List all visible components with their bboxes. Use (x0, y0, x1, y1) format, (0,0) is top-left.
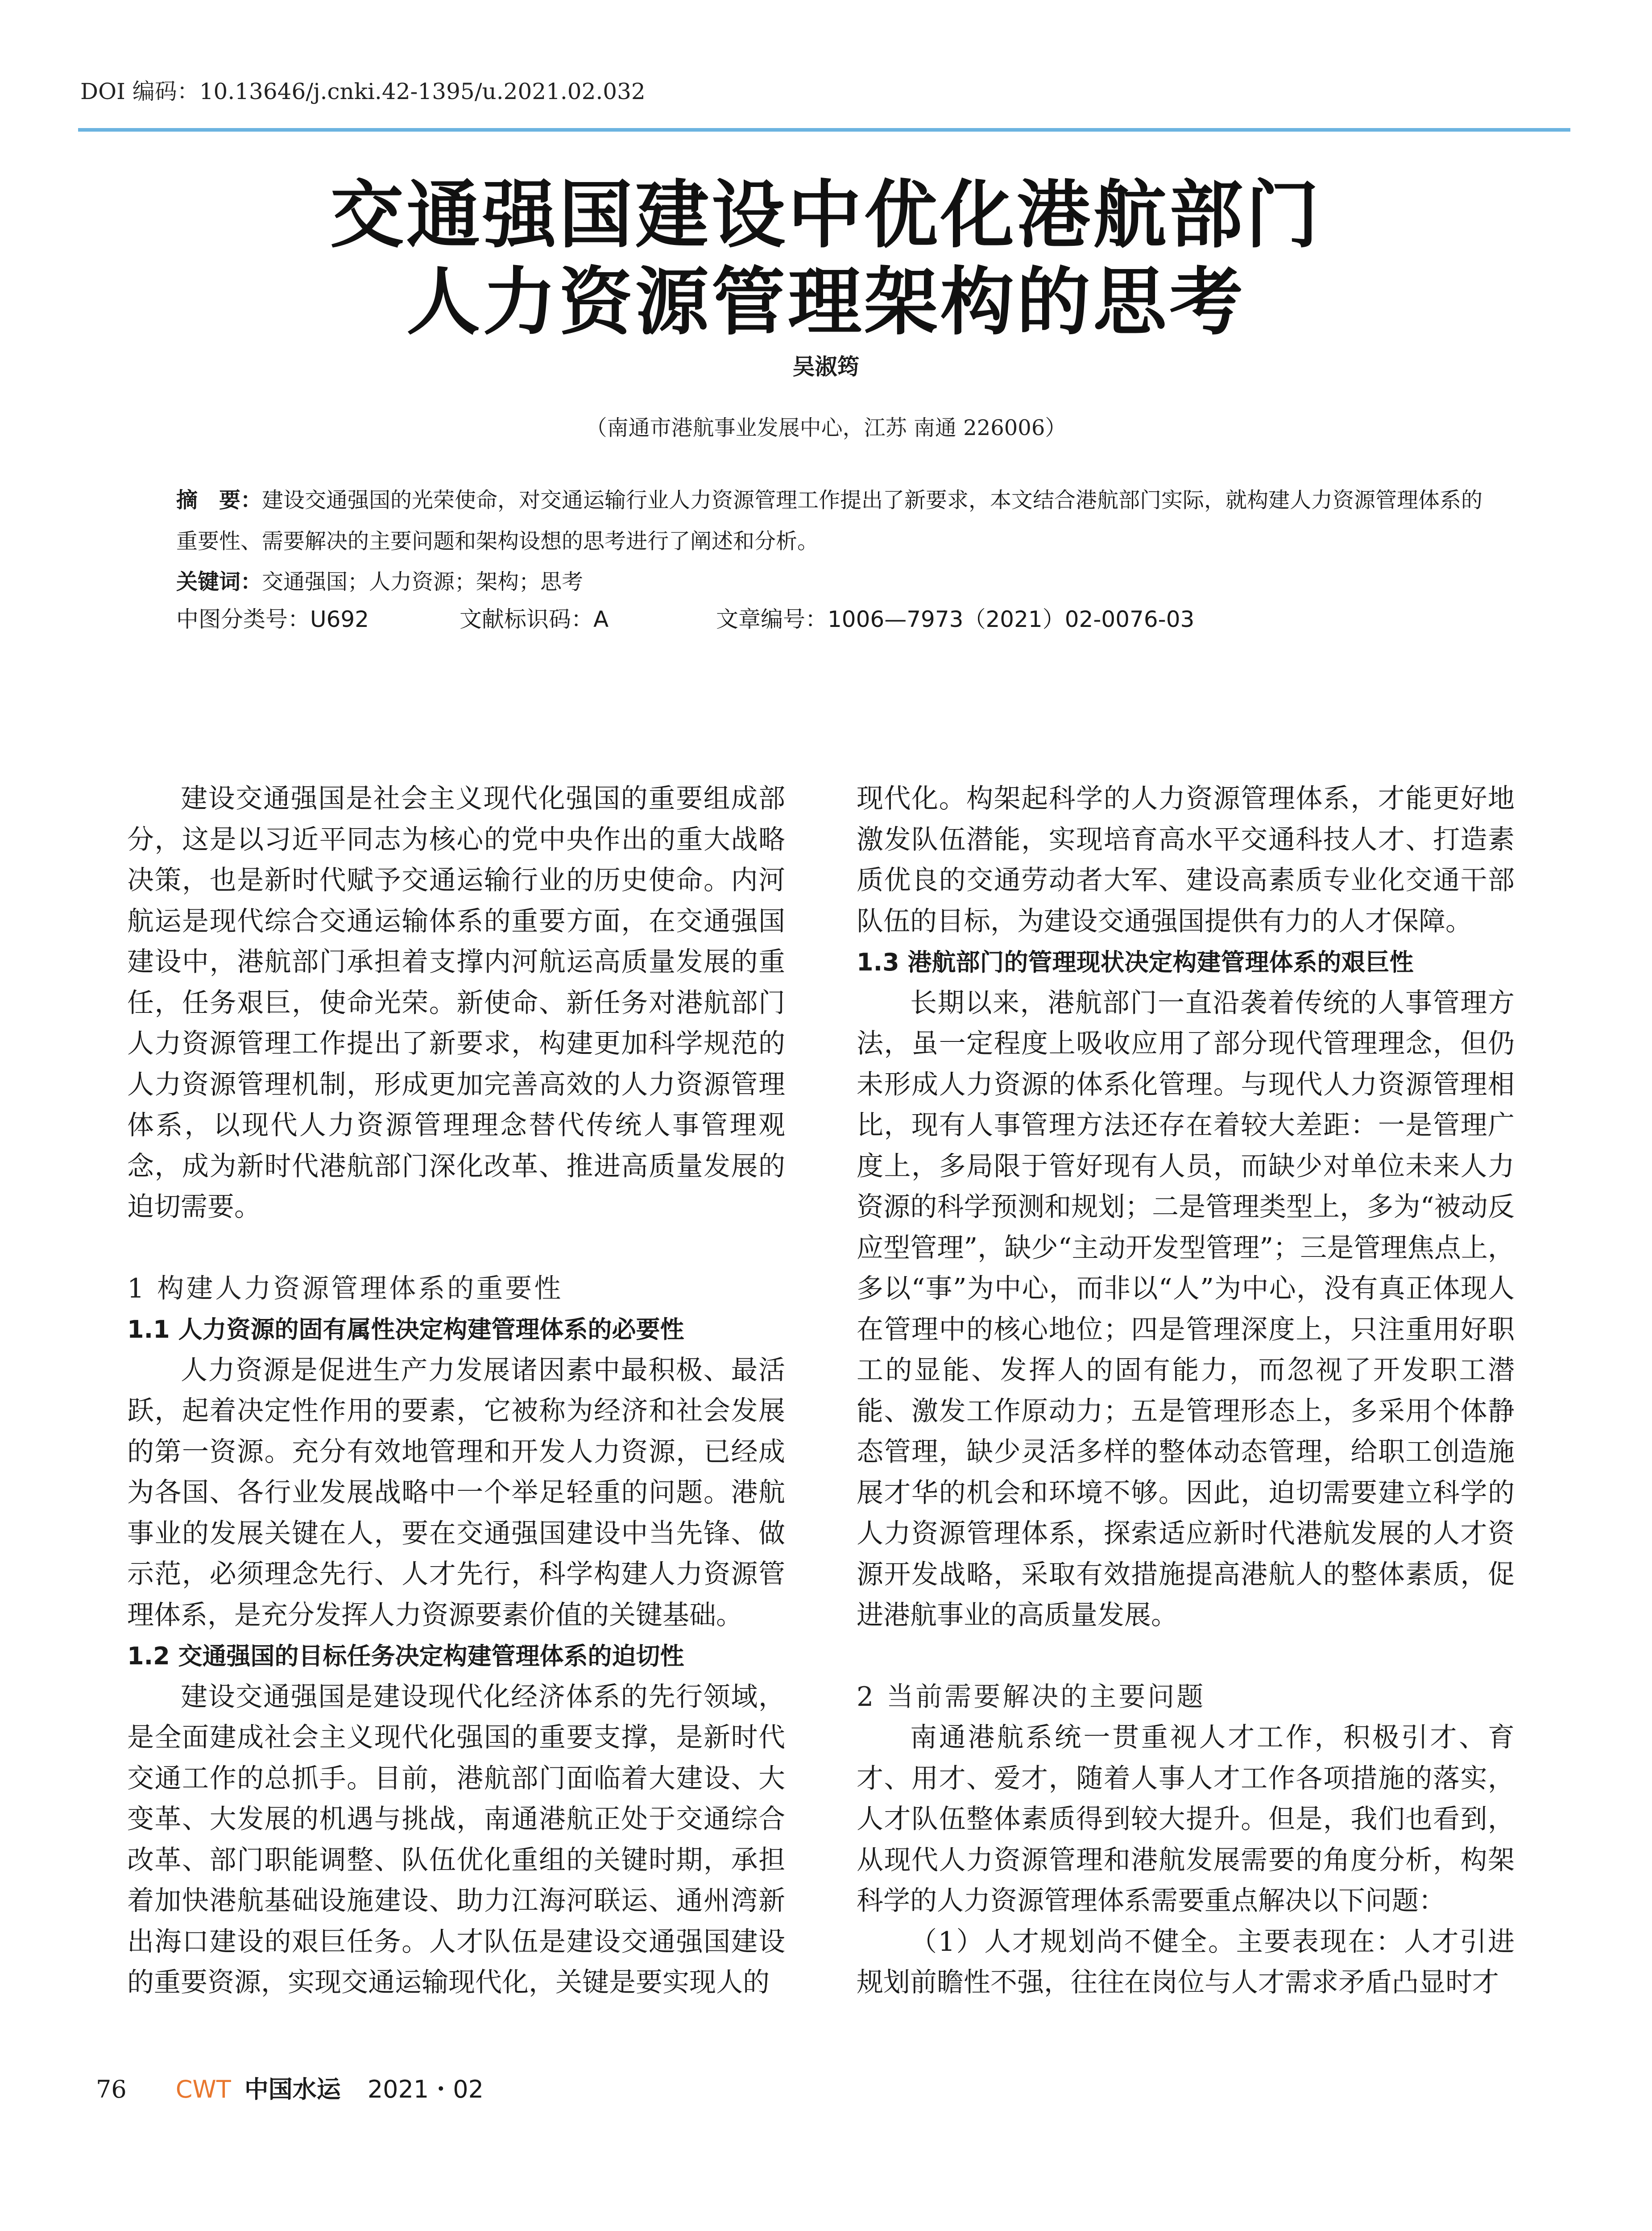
section-1-1-heading: 1.1 人力资源的固有属性决定构建管理体系的必要性 (127, 1315, 684, 1344)
section-2-paragraph: 南通港航系统一贯重视人才工作，积极引才、育才、用才、爱才，随着人事人才工作各项措施的落实，人才队伍整体素质得到较大提升。但是，我们也看到，从现代人力资源管理和港航发展需要的角度分析，构架科学的人力资源管理体系需要重点解决以下问题： (857, 1722, 1515, 1916)
section-1-3-paragraph: 长期以来，港航部门一直沿袭着传统的人事管理方法，虽一定程度上吸收应用了部分现代管理理念，但仍未形成人力资源的体系化管理。与现代人力资源管理相比，现有人事管理方法还存在着较大差距：一是管理广度上，多局限于管好现有人员，而缺少对单位未来人力资源的科学预测和规划；二是管理类型上，多为“被动反应型管理”，缺少“主动开发型管理”；三是管理焦点上，多以“事”为中心，而非以“人”为中心，没有真正体现人在管理中的核心地位；四是管理深度上，只注重用好职工的显能、发挥人的固有能力，而忽视了开发职工潜能、激发工作原动力；五是管理形态上，多采用个体静态管理，缺少灵活多样的整体动态管理，给职工创造施展才华的机会和环境不够。因此，迫切需要建立科学的人力资源管理体系，探索适应新时代港航发展的人才资源开发战略，采取有效措施提高港航人的整体素质，促进港航事业的高质量发展。 (857, 987, 1515, 1631)
doi-line: DOI 编码：10.13646/j.cnki.42-1395/u.2021.02.032 (80, 79, 646, 104)
journal-brand: CWT (175, 2075, 231, 2103)
abstract-text: 建设交通强国的光荣使命，对交通运输行业人力资源管理工作提出了新要求，本文结合港航部门实际，就构建人力资源管理体系的重要性、需要解决的主要问题和架构设想的思考进行了阐述和分析。 (176, 488, 1483, 554)
abstract (176, 480, 1488, 562)
abstract-label: 摘 要： (176, 488, 262, 513)
article-title-line1: 交通强国建设中优化港航部门 (330, 171, 1322, 258)
clc-number: 中图分类号：U692 (176, 606, 369, 632)
keywords-label: 关键词： (176, 569, 262, 594)
header-rule (78, 128, 1570, 132)
journal-issue: 2021・02 (367, 2075, 484, 2103)
document-code: 文献标识码：A (460, 606, 609, 632)
keywords (176, 561, 1488, 602)
intro-paragraph: 建设交通强国是社会主义现代化强国的重要组成部分，这是以习近平同志为核心的党中央作出的重大战略决策，也是新时代赋予交通运输行业的历史使命。内河航运是现代综合交通运输体系的重要方面，在交通强国建设中，港航部门承担着支撑内河航运高质量发展的重任，任务艰巨，使命光荣。新使命、新任务对港航部门人力资源管理工作提出了新要求，构建更加科学规范的人力资源管理机制，形成更加完善高效的人力资源管理体系，以现代人力资源管理理念替代传统人事管理观念，成为新时代港航部门深化改革、推进高质量发展的迫切需要。 (127, 783, 785, 1223)
section-1-3-heading: 1.3 港航部门的管理现状决定构建管理体系的艰巨性 (857, 948, 1414, 976)
author-affiliation: （南通市港航事业发展中心，江苏 南通 226006） (585, 415, 1067, 440)
section-1-heading: 1 构建人力资源管理体系的重要性 (127, 1273, 563, 1304)
page-number: 76 (96, 2075, 127, 2103)
article-title-line2: 人力资源管理架构的思考 (406, 258, 1246, 345)
author-name: 吴淑筠 (792, 354, 860, 380)
article-number: 文章编号：1006—7973（2021）02-0076-03 (716, 606, 1195, 632)
section-2-heading: 2 当前需要解决的主要问题 (857, 1681, 1206, 1713)
section-2-item-1: （1）人才规划尚不健全。主要表现在：人才引进规划前瞻性不强，往往在岗位与人才需求矛盾凸显时才 (857, 1926, 1515, 1998)
section-1-2-paragraph: 建设交通强国是建设现代化经济体系的先行领域，是全面建成社会主义现代化强国的重要支撑，是新时代交通工作的总抓手。目前，港航部门面临着大建设、大变革、大发展的机遇与挑战，南通港航正处于交通综合改革、部门职能调整、队伍优化重组的关键时期，承担着加快港航基础设施建设、助力江海河联运、通州湾新出海口建设的艰巨任务。人才队伍是建设交通强国建设的重要资源，实现交通运输现代化，关键是要实现人的 (127, 1681, 785, 1998)
section-1-2-heading: 1.2 交通强国的目标任务决定构建管理体系的迫切性 (127, 1642, 684, 1670)
page-footer (96, 2070, 484, 2105)
section-1-2-paragraph-continued: 现代化。构架起科学的人力资源管理体系，才能更好地激发队伍潜能，实现培育高水平交通科技人才、打造素质优良的交通劳动者大军、建设高素质专业化交通干部队伍的目标，为建设交通强国提供有力的人才保障。 (857, 783, 1515, 937)
right-column (857, 779, 1515, 2003)
keywords-text: 交通强国；人力资源；架构；思考 (262, 569, 584, 594)
section-1-1-paragraph: 人力资源是促进生产力发展诸因素中最积极、最活跃，起着决定性作用的要素，它被称为经济和社会发展的第一资源。充分有效地管理和开发人力资源，已经成为各国、各行业发展战略中一个举足轻重的问题。港航事业的发展关键在人，要在交通强国建设中当先锋、做示范，必须理念先行、人才先行，科学构建人力资源管理体系，是充分发挥人力资源要素价值的关键基础。 (127, 1354, 785, 1631)
journal-name: 中国水运 (244, 2075, 341, 2103)
left-column (127, 779, 785, 2003)
